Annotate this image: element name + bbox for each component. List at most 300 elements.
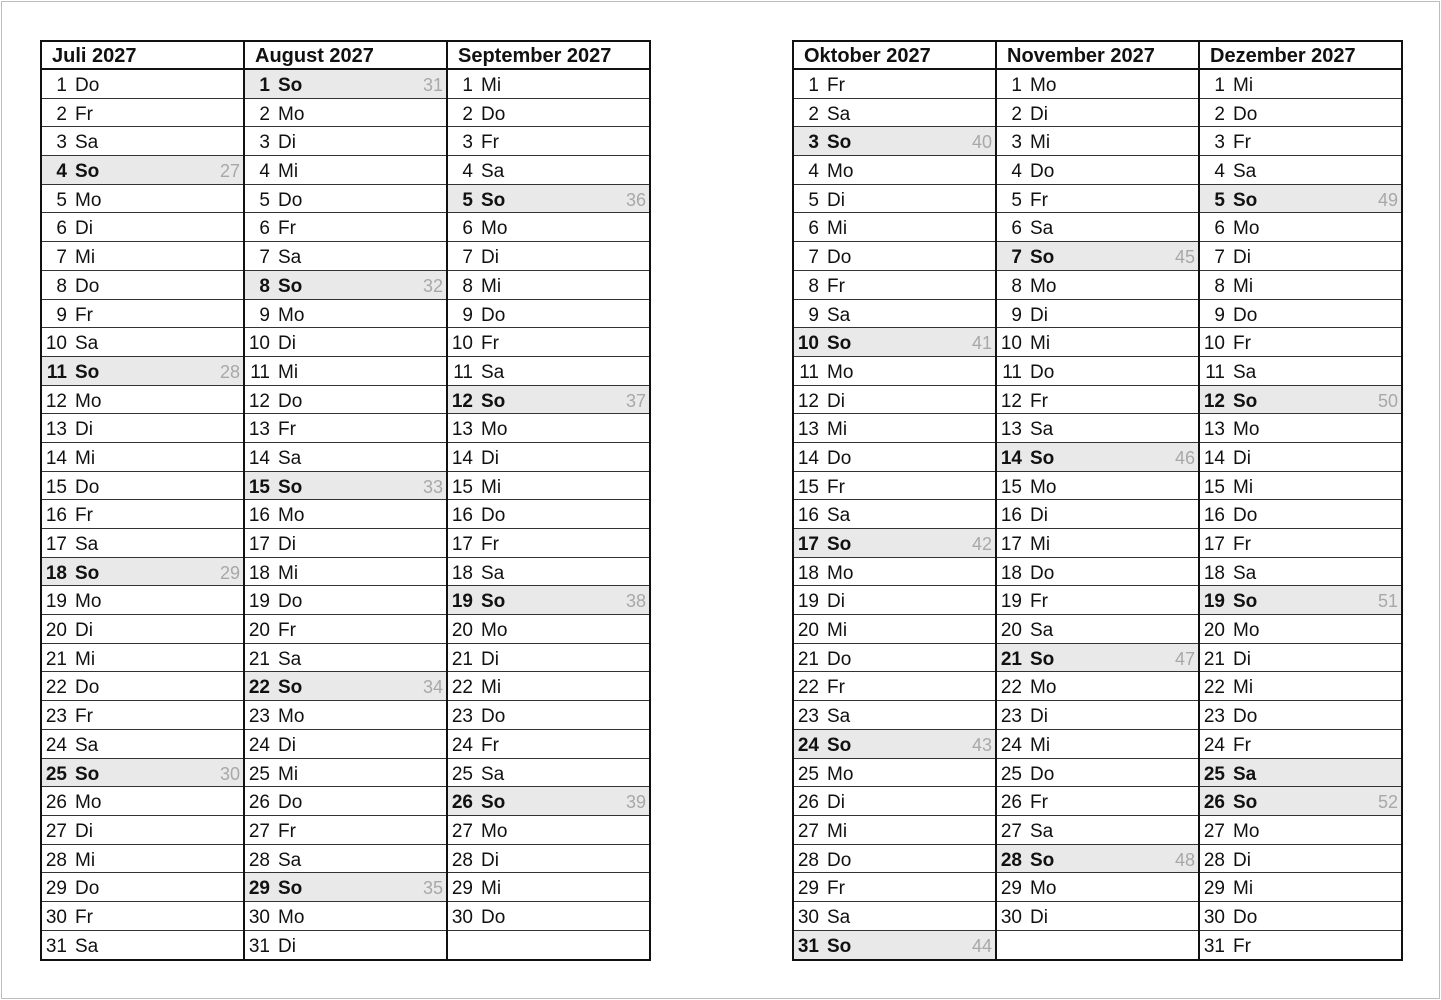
weekday: Fr — [827, 75, 845, 96]
day-number: 2 — [808, 103, 819, 125]
weekday: Mo — [827, 161, 854, 183]
day-row — [794, 328, 995, 357]
day-number: 8 — [1011, 275, 1022, 297]
weekday: So — [75, 763, 100, 785]
day-row — [42, 931, 243, 960]
weekday: Di — [827, 591, 845, 613]
day-row — [448, 271, 649, 300]
weekday: Di — [827, 189, 845, 211]
weekday: Mo — [827, 562, 854, 584]
day-number: 28 — [797, 849, 819, 871]
day-number: 29 — [797, 878, 819, 900]
day-number: 26 — [1000, 792, 1022, 814]
weekday: Sa — [75, 935, 99, 957]
day-number: 15 — [1203, 476, 1225, 498]
weekday: Mi — [75, 447, 96, 469]
day-number: 18 — [248, 562, 270, 584]
day-row — [794, 242, 995, 271]
day-number: 27 — [248, 820, 270, 842]
day-number: 4 — [1011, 161, 1022, 183]
weekday: Mo — [1233, 419, 1260, 441]
weekday: Fr — [1233, 734, 1251, 756]
day-number: 12 — [451, 390, 473, 412]
day-number: 2 — [1214, 103, 1225, 125]
day-row — [448, 500, 649, 529]
weekday: Fr — [278, 419, 296, 441]
weekday: Di — [1030, 304, 1048, 326]
day-number: 18 — [797, 562, 819, 584]
weekday: Do — [1030, 763, 1055, 785]
day-row — [1200, 328, 1401, 357]
weekday: Mi — [278, 562, 299, 584]
day-row — [42, 816, 243, 845]
day-row — [794, 902, 995, 931]
day-number: 20 — [45, 620, 67, 642]
day-number: 30 — [1000, 906, 1022, 928]
day-row — [1200, 816, 1401, 845]
day-number: 3 — [1011, 132, 1022, 154]
day-number: 23 — [248, 706, 270, 728]
day-number: 22 — [451, 677, 473, 699]
day-row — [448, 787, 649, 816]
weekday: So — [481, 591, 506, 613]
day-row — [794, 185, 995, 214]
day-number: 10 — [1203, 333, 1225, 355]
day-number: 26 — [797, 792, 819, 814]
day-row — [997, 873, 1198, 902]
day-number: 30 — [45, 906, 67, 928]
day-row — [42, 902, 243, 931]
weekday: Mo — [75, 390, 102, 412]
weekday: Fr — [827, 878, 845, 900]
weekday: Sa — [481, 361, 505, 383]
day-number: 7 — [462, 247, 473, 269]
day-row — [1200, 730, 1401, 759]
weekday: Di — [1233, 247, 1251, 269]
day-number: 15 — [797, 476, 819, 498]
month-column — [42, 42, 245, 959]
day-row — [448, 759, 649, 788]
day-row — [1200, 615, 1401, 644]
weekday: Mo — [481, 820, 508, 842]
day-number: 21 — [45, 648, 67, 670]
weekday: Di — [278, 935, 296, 957]
weekday: Di — [75, 218, 93, 240]
weekday: Mo — [1030, 275, 1057, 297]
day-number: 10 — [451, 333, 473, 355]
day-row — [245, 156, 446, 185]
day-number: 6 — [462, 218, 473, 240]
day-row — [794, 845, 995, 874]
day-number: 30 — [797, 906, 819, 928]
day-row — [794, 816, 995, 845]
day-row — [794, 931, 995, 960]
day-row — [997, 759, 1198, 788]
day-number: 14 — [1203, 447, 1225, 469]
weekday: Do — [827, 247, 852, 269]
day-row — [1200, 787, 1401, 816]
day-row — [1200, 931, 1401, 960]
day-row — [997, 644, 1198, 673]
day-row — [42, 70, 243, 99]
weekday: Fr — [75, 103, 93, 125]
day-row — [42, 185, 243, 214]
day-row — [245, 558, 446, 587]
weekday: Mi — [481, 476, 502, 498]
weekday: Do — [278, 189, 303, 211]
weekday: Mi — [75, 648, 96, 670]
day-row — [42, 672, 243, 701]
weekday: Mi — [1030, 333, 1051, 355]
day-row — [997, 672, 1198, 701]
day-row — [42, 529, 243, 558]
day-row — [794, 558, 995, 587]
day-row — [997, 586, 1198, 615]
weekday: Di — [1233, 849, 1251, 871]
day-number: 20 — [451, 620, 473, 642]
day-number: 6 — [259, 218, 270, 240]
day-row — [448, 213, 649, 242]
day-row — [42, 357, 243, 386]
weekday: Mo — [75, 189, 102, 211]
week-number: 49 — [1377, 189, 1398, 210]
day-row — [245, 931, 446, 960]
weekday: Fr — [75, 906, 93, 928]
day-row — [448, 644, 649, 673]
week-number: 40 — [971, 132, 992, 153]
day-number: 16 — [248, 505, 270, 527]
month-column — [448, 42, 651, 959]
weekday: So — [1030, 247, 1055, 269]
day-row — [997, 615, 1198, 644]
day-number: 25 — [45, 763, 67, 785]
weekday: So — [75, 161, 100, 183]
day-number: 1 — [1011, 75, 1022, 96]
day-row — [1200, 70, 1401, 99]
day-number: 15 — [248, 476, 270, 498]
day-row — [448, 386, 649, 415]
weekday: Sa — [481, 763, 505, 785]
day-row — [794, 414, 995, 443]
weekday: Mi — [1030, 132, 1051, 154]
month-title: August 2027 — [245, 42, 446, 70]
week-number: 39 — [625, 792, 646, 813]
day-row — [997, 500, 1198, 529]
day-row — [42, 472, 243, 501]
day-number: 3 — [259, 132, 270, 154]
day-number: 15 — [45, 476, 67, 498]
day-number: 6 — [1214, 218, 1225, 240]
day-row — [448, 472, 649, 501]
day-row — [997, 558, 1198, 587]
weekday: Fr — [827, 476, 845, 498]
day-row — [1200, 644, 1401, 673]
day-row — [997, 816, 1198, 845]
weekday: Sa — [1030, 620, 1054, 642]
day-number: 14 — [248, 447, 270, 469]
day-row — [448, 672, 649, 701]
weekday: So — [827, 333, 852, 355]
weekday: Sa — [481, 562, 505, 584]
day-number: 3 — [1214, 132, 1225, 154]
day-number: 11 — [1002, 361, 1022, 383]
day-row — [448, 185, 649, 214]
day-row — [794, 586, 995, 615]
day-number: 7 — [1011, 247, 1022, 269]
weekday: Mo — [1233, 218, 1260, 240]
day-row — [448, 615, 649, 644]
day-row — [997, 414, 1198, 443]
weekday: Di — [481, 247, 499, 269]
weekday: Do — [481, 103, 506, 125]
weekday: Do — [1233, 103, 1258, 125]
weekday: Sa — [278, 447, 302, 469]
day-number: 7 — [259, 247, 270, 269]
day-row — [245, 787, 446, 816]
day-number: 31 — [797, 935, 819, 957]
day-row — [1200, 99, 1401, 128]
week-number: 51 — [1377, 591, 1398, 612]
day-row — [42, 328, 243, 357]
weekday: So — [1233, 792, 1258, 814]
day-row — [245, 845, 446, 874]
weekday: Mo — [75, 792, 102, 814]
day-number: 20 — [797, 620, 819, 642]
day-row — [448, 328, 649, 357]
day-number: 17 — [1000, 534, 1022, 555]
week-number: 37 — [625, 390, 646, 411]
day-row — [42, 443, 243, 472]
day-row — [245, 672, 446, 701]
weekday: So — [827, 132, 852, 154]
day-row — [1200, 472, 1401, 501]
day-row — [997, 271, 1198, 300]
month-title: November 2027 — [997, 42, 1198, 70]
day-number: 19 — [45, 591, 67, 613]
week-number: 27 — [219, 161, 240, 182]
day-number: 9 — [462, 304, 473, 326]
weekday: Di — [75, 620, 93, 642]
day-row — [42, 99, 243, 128]
day-number: 8 — [462, 275, 473, 297]
weekday: Mo — [1233, 620, 1260, 642]
day-number: 12 — [1000, 390, 1022, 412]
weekday: Fr — [1030, 591, 1048, 613]
day-row — [42, 787, 243, 816]
day-row — [1200, 185, 1401, 214]
day-number: 22 — [248, 677, 270, 699]
weekday: Di — [278, 333, 296, 355]
day-row — [1200, 759, 1401, 788]
weekday: Di — [1030, 103, 1048, 125]
day-number: 12 — [45, 390, 67, 412]
day-row — [448, 357, 649, 386]
weekday: Fr — [278, 820, 296, 842]
weekday: Mo — [278, 906, 305, 928]
day-row — [245, 99, 446, 128]
day-number: 29 — [1203, 878, 1225, 900]
day-number: 19 — [248, 591, 270, 613]
weekday: Sa — [75, 734, 99, 756]
day-row — [1200, 586, 1401, 615]
weekday: So — [481, 390, 506, 412]
day-row — [794, 386, 995, 415]
day-row — [448, 816, 649, 845]
day-row — [448, 99, 649, 128]
week-number: 28 — [219, 361, 240, 382]
day-number: 29 — [248, 878, 270, 900]
weekday: Di — [481, 447, 499, 469]
weekday: Fr — [1030, 189, 1048, 211]
weekday: Do — [1030, 361, 1055, 383]
day-row — [42, 242, 243, 271]
day-row — [42, 414, 243, 443]
day-row — [997, 902, 1198, 931]
weekday: Mi — [827, 218, 848, 240]
month-title: Oktober 2027 — [794, 42, 995, 70]
day-row — [42, 873, 243, 902]
day-number: 13 — [451, 419, 473, 441]
month-title: Juli 2027 — [42, 42, 243, 70]
day-row — [1200, 127, 1401, 156]
day-number: 9 — [1214, 304, 1225, 326]
day-number: 3 — [56, 132, 67, 154]
day-number: 6 — [1011, 218, 1022, 240]
day-number: 1 — [259, 75, 270, 96]
day-number: 27 — [1203, 820, 1225, 842]
weekday: Do — [481, 304, 506, 326]
weekday: Sa — [278, 247, 302, 269]
day-number: 19 — [1000, 591, 1022, 613]
weekday: Mi — [1233, 878, 1254, 900]
day-row — [794, 357, 995, 386]
weekday: Fr — [1233, 333, 1251, 355]
day-number: 12 — [248, 390, 270, 412]
day-row — [1200, 300, 1401, 329]
day-row — [794, 213, 995, 242]
day-number: 11 — [250, 361, 270, 383]
day-row — [245, 902, 446, 931]
weekday: Do — [1233, 906, 1258, 928]
day-number: 9 — [1011, 304, 1022, 326]
day-row — [245, 271, 446, 300]
day-row — [245, 586, 446, 615]
week-number: 41 — [971, 333, 992, 354]
day-row — [997, 472, 1198, 501]
weekday: Mi — [278, 161, 299, 183]
weekday: Mo — [1030, 677, 1057, 699]
day-row — [245, 701, 446, 730]
day-row — [448, 701, 649, 730]
weekday: Do — [75, 75, 100, 96]
weekday: Do — [827, 849, 852, 871]
weekday: Mi — [827, 620, 848, 642]
day-row — [1200, 845, 1401, 874]
day-row — [448, 529, 649, 558]
day-row — [245, 500, 446, 529]
weekday: Fr — [1030, 390, 1048, 412]
week-number: 29 — [219, 562, 240, 583]
week-number: 50 — [1377, 390, 1398, 411]
weekday: Mi — [827, 820, 848, 842]
day-row — [245, 242, 446, 271]
week-number: 44 — [971, 935, 992, 956]
day-number: 1 — [808, 75, 819, 96]
weekday: So — [75, 562, 100, 584]
day-number: 25 — [451, 763, 473, 785]
weekday: Sa — [278, 648, 302, 670]
day-row — [997, 185, 1198, 214]
weekday: Mo — [278, 505, 305, 527]
day-number: 26 — [45, 792, 67, 814]
day-row — [245, 529, 446, 558]
day-number: 21 — [1203, 648, 1225, 670]
day-number: 12 — [797, 390, 819, 412]
day-row — [42, 644, 243, 673]
weekday: Di — [1030, 505, 1048, 527]
weekday: Sa — [481, 161, 505, 183]
day-row — [997, 213, 1198, 242]
weekday: Di — [278, 734, 296, 756]
day-row — [794, 672, 995, 701]
calendar-block-q3 — [40, 40, 651, 961]
day-number: 25 — [248, 763, 270, 785]
day-number: 27 — [797, 820, 819, 842]
weekday: Mi — [1233, 75, 1254, 96]
weekday: Mi — [1030, 534, 1051, 555]
day-row — [42, 386, 243, 415]
day-number: 28 — [451, 849, 473, 871]
day-number: 31 — [248, 935, 270, 957]
day-number: 9 — [56, 304, 67, 326]
day-row — [1200, 386, 1401, 415]
day-row — [997, 127, 1198, 156]
day-number: 1 — [1214, 75, 1225, 96]
day-row — [245, 386, 446, 415]
day-row — [794, 873, 995, 902]
day-number: 22 — [797, 677, 819, 699]
weekday: Mi — [1233, 275, 1254, 297]
day-number: 11 — [799, 361, 819, 383]
day-number: 12 — [1203, 390, 1225, 412]
day-row — [245, 615, 446, 644]
day-row — [448, 730, 649, 759]
weekday: Do — [1030, 562, 1055, 584]
day-number: 4 — [259, 161, 270, 183]
day-row — [42, 213, 243, 242]
day-row — [42, 558, 243, 587]
weekday: Sa — [75, 333, 99, 355]
weekday: Do — [278, 390, 303, 412]
week-number: 35 — [422, 878, 443, 899]
weekday: Sa — [827, 505, 851, 527]
day-row — [794, 156, 995, 185]
calendar-block-q4 — [792, 40, 1403, 961]
day-number: 25 — [1203, 763, 1225, 785]
day-row — [448, 70, 649, 99]
day-number: 4 — [462, 161, 473, 183]
day-row — [1200, 558, 1401, 587]
weekday: Fr — [1233, 534, 1251, 555]
day-number: 10 — [248, 333, 270, 355]
weekday: Fr — [75, 505, 93, 527]
day-row — [42, 271, 243, 300]
day-number: 27 — [451, 820, 473, 842]
day-row — [997, 787, 1198, 816]
day-number: 21 — [451, 648, 473, 670]
weekday: Mi — [75, 247, 96, 269]
weekday: Do — [1233, 304, 1258, 326]
